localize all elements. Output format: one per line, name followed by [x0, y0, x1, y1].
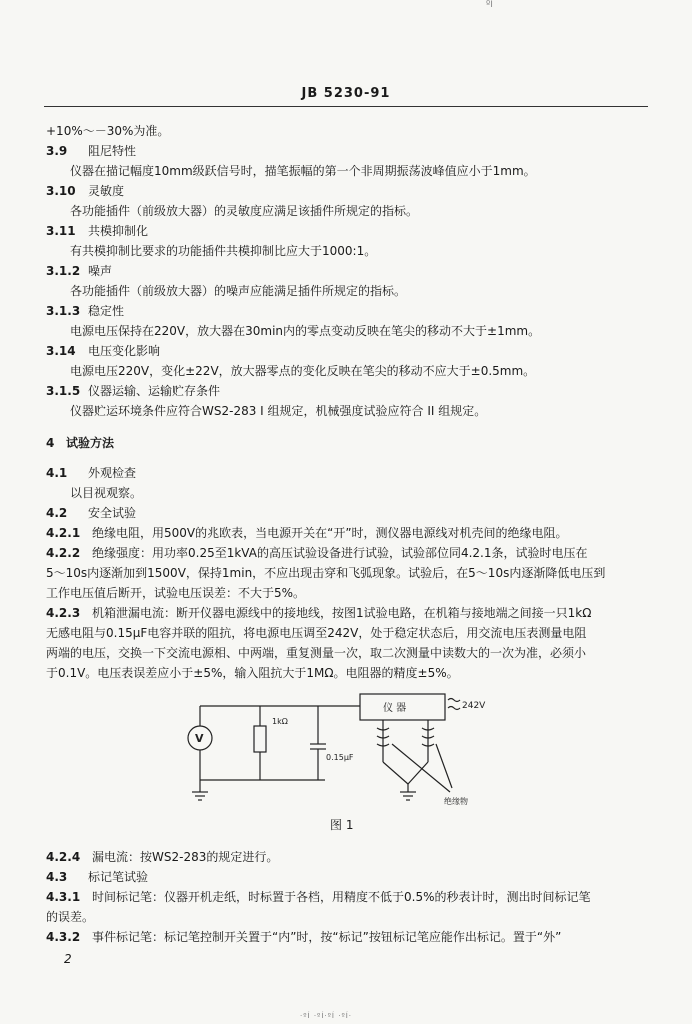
figure-caption: 图 1	[330, 818, 354, 832]
clause-line: 4.2.3 机箱泄漏电流：断开仪器电源线中的接地线，按图1试验电路，在机箱与接地端之间接一只1kΩ	[46, 606, 592, 620]
clause-line: 4.3.2 事件标记笔：标记笔控制开关置于“内”时，按“标记”按钮标记笔应能作出标记。置于“外”	[46, 930, 562, 944]
text-line: 各功能插件（前级放大器）的噪声应能满足插件所规定的指标。	[70, 284, 407, 298]
clause-line: 4.2.1 绝缘电阻，用500V的兆欧表，当电源开关在“开”时，测仪器电源线对机壳间的绝缘电阻。	[46, 526, 568, 540]
instrument-label: 仪 器	[383, 703, 407, 714]
supply-voltage-label: 242V	[462, 701, 486, 711]
text-line: 仪器贮运环境条件应符合WS2-283 I 组规定，机械强度试验应符合 II 组规定。	[70, 404, 487, 418]
ac-supply-icon	[448, 699, 460, 702]
text-line: 有共模抑制比要求的功能插件共模抑制比应大于1000:1。	[70, 244, 377, 258]
text-line: 电源电压保持在220V，放大器在30min内的零点变动反映在笔尖的移动不大于±1mm。	[70, 324, 541, 338]
section-heading: 4.3 标记笔试验	[46, 870, 149, 884]
section-heading: 3.9 阻尼特性	[46, 144, 137, 158]
section-heading: 3.1.3 稳定性	[46, 304, 125, 318]
section-heading: 3.14 电压变化影响	[46, 344, 161, 358]
section-heading: 3.11 共模抑制化	[46, 224, 149, 238]
text-line: 以目视观察。	[70, 486, 143, 500]
text-line: 工作电压值后断开，试验电压误差：不大于5%。	[46, 586, 306, 600]
insulator-label: 绝缘物	[444, 797, 468, 806]
corner-mark: ºÍ	[486, 0, 493, 10]
text-line: 两端的电压，交换一下交流电源相、中两端，重复测量一次，取二次测量中读数大的一次为准，必须小	[46, 646, 587, 660]
leakage-test-circuit-figure	[180, 688, 486, 818]
clause-line: 4.3.1 时间标记笔：仪器开机走纸，时标置于各档，用精度不低于0.5%的秒表计时，测出时间标记笔	[46, 890, 591, 904]
chapter-heading: 4 试验方法	[46, 436, 115, 450]
header-rule	[44, 106, 648, 107]
text-line: 的误差。	[46, 910, 95, 924]
clause-line: 4.2.2 绝缘强度：用功率0.25至1kVA的高压试验设备进行试验，试验部位同4.2.1条，试验时电压在	[46, 546, 588, 560]
resistor-label: 1kΩ	[272, 717, 288, 726]
section-heading: 4.1 外观检查	[46, 466, 137, 480]
text-line: 仪器在描记幅度10mm级跃信号时，描笔振幅的第一个非周期振荡波峰值应小于1mm。	[70, 164, 536, 178]
section-heading: 3.1.5 仪器运输、运输贮存条件	[46, 384, 221, 398]
standard-number-header: JB 5230-91	[301, 86, 391, 101]
section-heading: 3.10 灵敏度	[46, 184, 125, 198]
text-line: 无感电阻与0.15μF电容并联的阻抗，将电源电压调至242V，处于稳定状态后，用交流电压表测量电阻	[46, 626, 587, 640]
section-heading: 3.1.2 噪声	[46, 264, 113, 278]
text-line: 电源电压220V，变化±22V，放大器零点的变化反映在笔尖的移动不应大于±0.5mm。	[70, 364, 536, 378]
capacitor-label: 0.15μF	[326, 753, 354, 762]
text-line: +10%～－30%为准。	[46, 124, 170, 138]
clause-line: 4.2.4 漏电流：按WS2-283的规定进行。	[46, 850, 279, 864]
page-number: 2	[64, 952, 72, 966]
resistor-icon	[254, 726, 266, 752]
text-line: 于0.1V。电压表误差应小于±5%，输入阻抗大于1MΩ。电阻器的精度±5%。	[46, 666, 459, 680]
footer-imprint: ·ºÍ ·ºÍ·ºÍ ·ºÍ·	[300, 1012, 353, 1020]
voltmeter-label: V	[195, 732, 204, 745]
section-heading: 4.2 安全试验	[46, 506, 137, 520]
text-line: 5～10s内逐渐加到1500V，保持1min，不应出现击穿和飞弧现象。试验后，在5～10s内逐渐降低电压到	[46, 566, 606, 580]
text-line: 各功能插件（前级放大器）的灵敏度应满足该插件所规定的指标。	[70, 204, 419, 218]
